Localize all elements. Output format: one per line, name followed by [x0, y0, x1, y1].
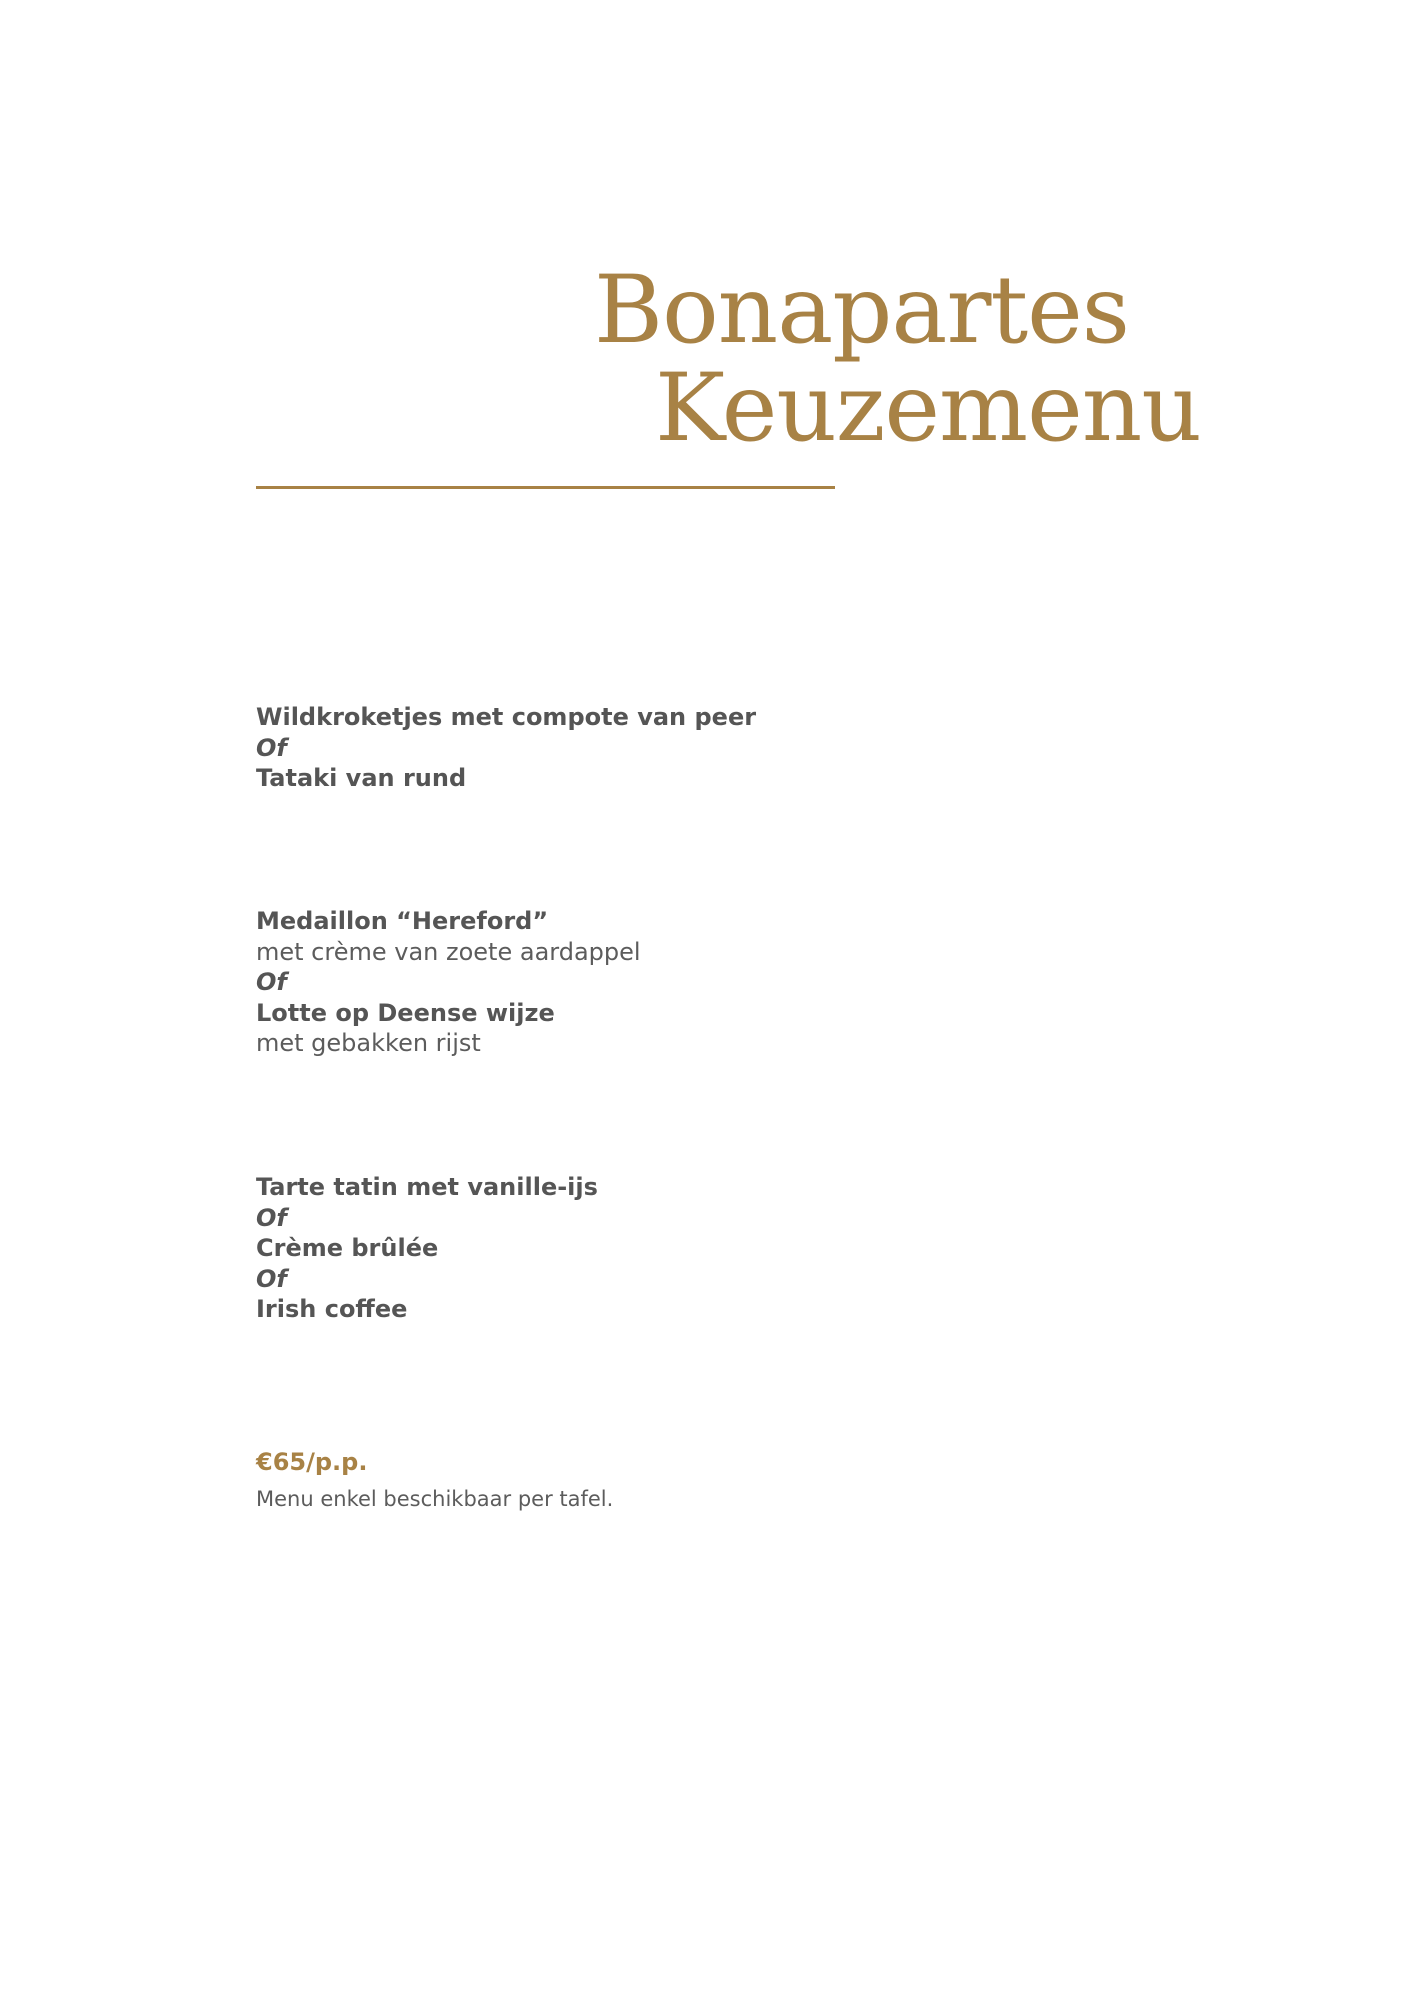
menu-price: €65/p.p. — [256, 1448, 368, 1476]
dish-description: met crème van zoete aardappel — [256, 937, 641, 966]
course-dessert — [256, 1172, 598, 1325]
dish-name: Irish coffee — [256, 1295, 408, 1323]
or-separator: Of — [256, 1203, 287, 1232]
course-starter — [256, 702, 756, 794]
dish-name: Tataki van rund — [256, 764, 467, 792]
availability-note: Menu enkel beschikbaar per tafel. — [256, 1487, 614, 1511]
menu-title-line-2: Keuzemenu — [655, 354, 1201, 463]
dish-name: Medaillon “Hereford” — [256, 907, 549, 935]
dish-name: Wildkroketjes met compote van peer — [256, 703, 757, 731]
or-separator: Of — [256, 1264, 287, 1293]
or-separator: Of — [256, 733, 287, 762]
title-divider — [256, 486, 835, 489]
or-separator: Of — [256, 968, 287, 996]
menu-title-line-1: Bonapartes — [594, 256, 1130, 365]
dish-name: Tarte tatin met vanille-ijs — [256, 1173, 598, 1201]
dish-name: Crème brûlée — [256, 1234, 439, 1262]
dish-description: met gebakken rijst — [256, 1029, 481, 1057]
dish-name: Lotte op Deense wijze — [256, 998, 555, 1027]
course-main — [256, 906, 641, 1059]
